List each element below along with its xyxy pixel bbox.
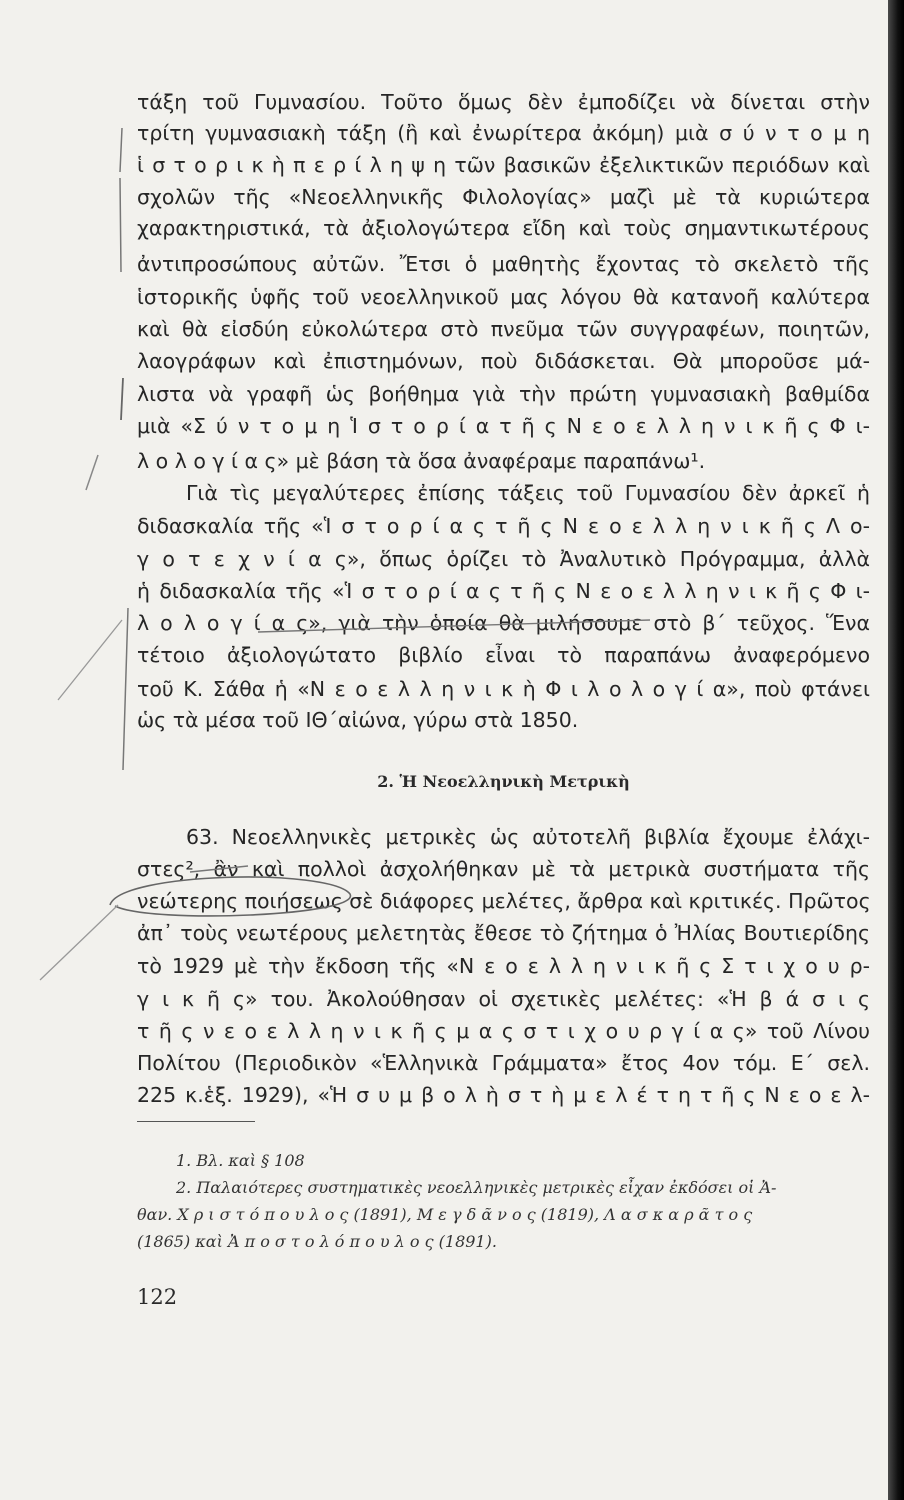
margin-mark <box>121 378 123 420</box>
text-line: λιστα νὰ γραφῆ ὡς βοήθημα γιὰ τὴν πρώτη γυμνασιακὴ βαθμίδα <box>137 382 870 406</box>
margin-mark <box>40 905 118 980</box>
footnote: θαν. Χ ρ ι σ τ ό π ο υ λ ο ς (1891), Μ ε γ δ ᾶ ν ο ς (1819), Λ α σ κ α ρ ᾶ τ ο ς <box>137 1205 753 1224</box>
text-line: ἀντιπροσώπους αὐτῶν. Ἔτσι ὁ μαθητὴς ἔχοντας τὸ σκελετὸ τῆς <box>137 252 870 276</box>
text-line: τ ῆ ς ν ε ο ε λ λ η ν ι κ ῆ ς μ α ς σ τ ι χ ο υ ρ γ ί α ς» τοῦ Λίνου <box>137 1019 870 1043</box>
text-line: ἡ διδασκαλία τῆς «Ἱ σ τ ο ρ ί α ς τ ῆ ς Ν ε ο ε λ λ η ν ι κ ῆ ς Φ ι- <box>137 579 870 603</box>
text-line: τοῦ Κ. Σάθα ἡ «Ν ε ο ε λ λ η ν ι κ ὴ Φ ι λ ο λ ο γ ί α», ποὺ φτάνει <box>137 677 870 701</box>
margin-mark <box>58 620 122 700</box>
margin-mark <box>123 608 128 770</box>
section-heading: 2. Ἡ Νεοελληνικὴ Μετρικὴ <box>377 772 630 791</box>
text-line: σχολῶν τῆς «Νεοελληνικῆς Φιλολογίας» μαζὶ μὲ τὰ κυριώτερα <box>137 185 870 209</box>
text-line: τάξη τοῦ Γυμνασίου. Τοῦτο ὅμως δὲν ἐμποδίζει νὰ δίνεται στὴν <box>137 90 870 114</box>
text-line: ἱ σ τ ο ρ ι κ ὴ π ε ρ ί λ η ψ η τῶν βασικῶν ἐξελικτικῶν περιόδων καὶ <box>137 153 870 177</box>
text-line: λ ο λ ο γ ί α ς», γιὰ τὴν ὁποία θὰ μιλήσουμε στὸ β΄ τεῦχος. Ἕνα <box>137 611 870 635</box>
text-line: στες², ἂν καὶ πολλοὶ ἀσχολήθηκαν μὲ τὰ μετρικὰ συστήματα τῆς <box>137 857 870 881</box>
text-line: χαρακτηριστικά, τὰ ἀξιολογώτερα εἴδη καὶ τοὺς σημαντικωτέρους <box>137 216 870 240</box>
margin-mark <box>86 455 98 490</box>
text-line: τρίτη γυμνασιακὴ τάξη (ἢ καὶ ἐνωρίτερα ἀκόμη) μιὰ σ ύ ν τ ο μ η <box>137 121 870 145</box>
page-number: 122 <box>137 1285 178 1309</box>
text-line: γ ι κ ῆ ς» του. Ἀκολούθησαν οἱ σχετικὲς μελέτες: «Ἡ β ά σ ι ς <box>137 987 870 1011</box>
footnote-divider <box>137 1121 255 1122</box>
text-line: διδασκαλία τῆς «Ἱ σ τ ο ρ ί α ς τ ῆ ς Ν ε ο ε λ λ η ν ι κ ῆ ς Λ ο- <box>137 514 870 538</box>
text-line: καὶ θὰ εἰσδύη εὐκολώτερα στὸ πνεῦμα τῶν συγγραφέων, ποιητῶν, <box>137 317 870 341</box>
page-spine-shadow <box>888 0 904 1500</box>
text-line: Πολίτου (Περιοδικὸν «Ἑλληνικὰ Γράμματα» ἔτος 4ον τόμ. Ε΄ σελ. <box>137 1051 870 1075</box>
text-line: Γιὰ τὶς μεγαλύτερες ἐπίσης τάξεις τοῦ Γυμνασίου δὲν ἀρκεῖ ἡ <box>186 481 870 505</box>
text-line: γ ο τ ε χ ν ί α ς», ὅπως ὁρίζει τὸ Ἀναλυτικὸ Πρόγραμμα, ἀλλὰ <box>137 547 870 571</box>
text-line: τέτοιο ἀξιολογώτατο βιβλίο εἶναι τὸ παραπάνω ἀναφερόμενο <box>137 643 870 667</box>
text-line: ἀπ᾽ τοὺς νεωτέρους μελετητὰς ἔθεσε τὸ ζήτημα ὁ Ἠλίας Βουτιερίδης <box>137 921 870 945</box>
text-line: λ ο λ ο γ ί α ς» μὲ βάση τὰ ὅσα ἀναφέραμε παραπάνω¹. <box>137 449 706 473</box>
footnote: 2. Παλαιότερες συστηματικὲς νεοελληνικὲς μετρικὲς εἶχαν ἐκδόσει οἱ Ἀ- <box>176 1178 777 1197</box>
text-line: 225 κ.ἑξ. 1929), «Ἡ σ υ μ β ο λ ὴ σ τ ὴ μ ε λ έ τ η τ ῆ ς Ν ε ο ε λ- <box>137 1083 870 1107</box>
footnote: 1. Βλ. καὶ § 108 <box>176 1151 305 1170</box>
text-line: λαογράφων καὶ ἐπιστημόνων, ποὺ διδάσκεται. Θὰ μποροῦσε μά- <box>137 349 870 373</box>
text-line: 63. Νεοελληνικὲς μετρικὲς ὡς αὐτοτελῆ βιβλία ἔχουμε ἐλάχι- <box>186 825 870 849</box>
text-line: ἱστορικῆς ὑφῆς τοῦ νεοελληνικοῦ μας λόγου θὰ κατανοῆ καλύτερα <box>137 285 870 309</box>
text-line: ὡς τὰ μέσα τοῦ ΙΘ΄αἰώνα, γύρω στὰ 1850. <box>137 708 579 732</box>
margin-mark <box>120 128 122 272</box>
text-line: μιὰ «Σ ύ ν τ ο μ η Ἱ σ τ ο ρ ί α τ ῆ ς Ν ε ο ε λ λ η ν ι κ ῆ ς Φ ι- <box>137 414 870 438</box>
text-line: νεώτερης ποιήσεως σὲ διάφορες μελέτες, ἄρθρα καὶ κριτικές. Πρῶτος <box>137 889 871 913</box>
footnote: (1865) καὶ Ἀ π ο σ τ ο λ ό π ο υ λ ο ς (1891). <box>137 1232 497 1251</box>
text-line: τὸ 1929 μὲ τὴν ἔκδοση τῆς «Ν ε ο ε λ λ η ν ι κ ῆ ς Σ τ ι χ ο υ ρ- <box>137 954 870 978</box>
